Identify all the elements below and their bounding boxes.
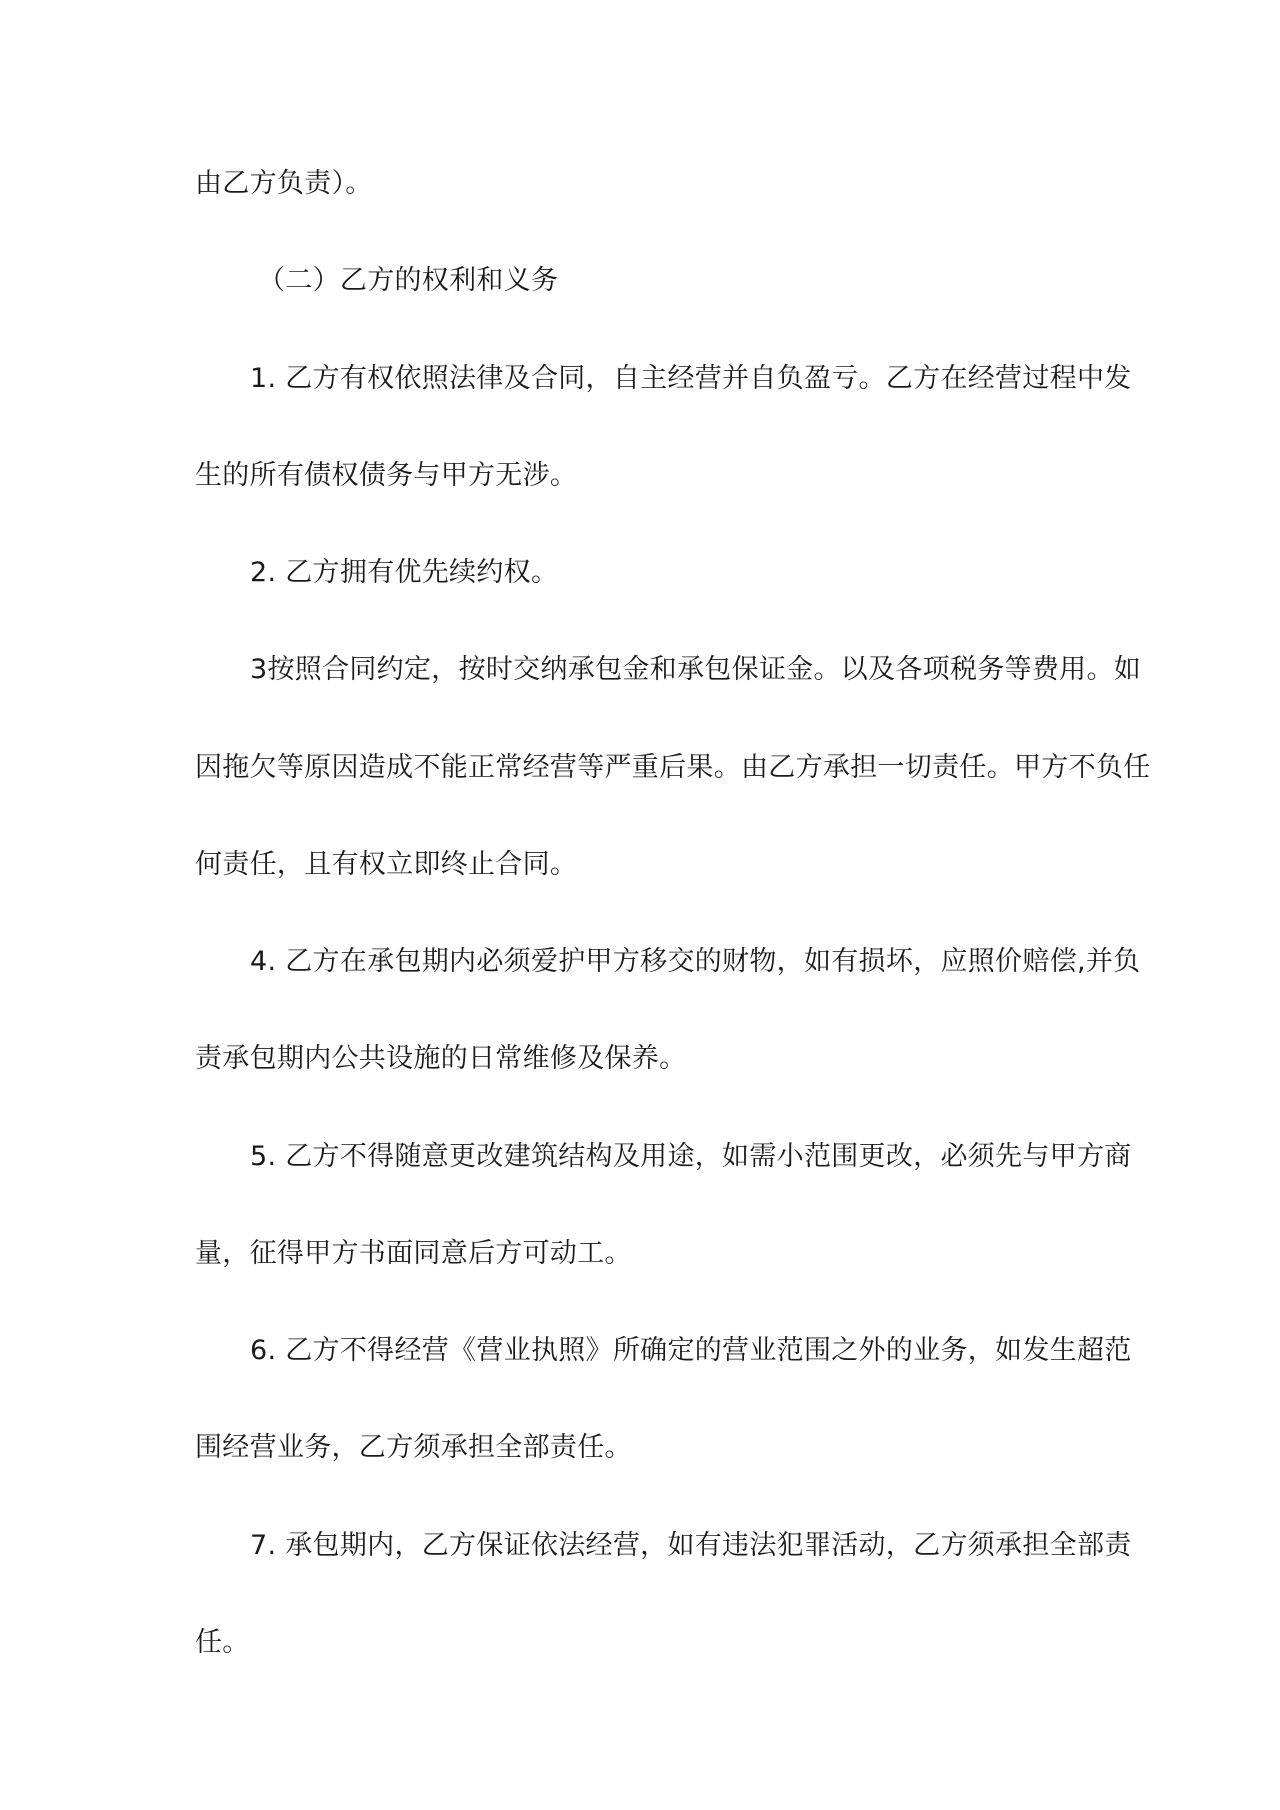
clause-7-line-1: 7. 承包期内，乙方保证依法经营，如有违法犯罪活动，乙方须承担全部责 (250, 1530, 1132, 1561)
clause-4-line-2: 责承包期内公共设施的日常维修及保养。 (195, 1043, 687, 1074)
clause-3-line-2: 因拖欠等原因造成不能正常经营等严重后果。由乙方承担一切责任。甲方不负任 (195, 752, 1151, 783)
clause-6-line-2: 围经营业务，乙方须承担全部责任。 (195, 1432, 632, 1463)
clause-3-line-3: 何责任，且有权立即终止合同。 (195, 849, 578, 880)
clause-1-line-2: 生的所有债权债务与甲方无涉。 (195, 460, 578, 491)
clause-7-line-2: 任。 (195, 1627, 250, 1658)
clause-5-line-1: 5. 乙方不得随意更改建筑结构及用途，如需小范围更改，必须先与甲方商 (250, 1141, 1132, 1172)
clause-3-line-1: 3按照合同约定，按时交纳承包金和承包保证金。以及各项税务等费用。如 (250, 654, 1142, 685)
clause-4-line-1: 4. 乙方在承包期内必须爱护甲方移交的财物，如有损坏，应照价赔偿,并负 (250, 946, 1141, 977)
text-line-continuation: 由乙方负责）。 (195, 168, 373, 199)
clause-6-line-1: 6. 乙方不得经营《营业执照》所确定的营业范围之外的业务，如发生超范 (250, 1335, 1132, 1366)
section-heading: （二）乙方的权利和义务 (258, 265, 559, 296)
clause-5-line-2: 量，征得甲方书面同意后方可动工。 (195, 1238, 632, 1269)
clause-2: 2. 乙方拥有优先续约权。 (250, 557, 559, 588)
clause-1-line-1: 1. 乙方有权依照法律及合同，自主经营并自负盈亏。乙方在经营过程中发 (250, 363, 1132, 394)
